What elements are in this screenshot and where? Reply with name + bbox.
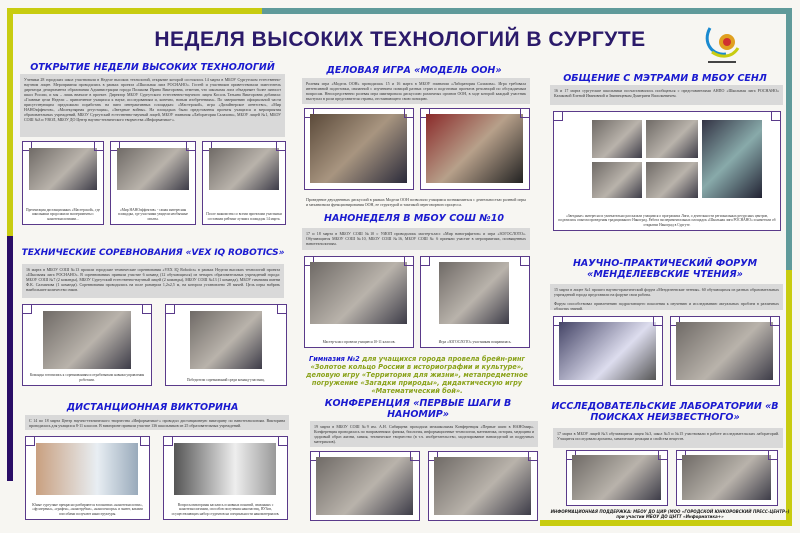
footer-info: ИНФОРМАЦИОННАЯ ПОДДЕРЖКА: МБОУ ДО ЦИР (МОО «ГОРОДСКОЙ ЮНКОРОВСКИЙ ПРЕСС-ЦЕНТР») при участии МБОУ ДО ЦНТТ «Информатика+» bbox=[550, 509, 790, 519]
text-nano: 17 и 18 марта в МБОУ СОШ №10 с УИОП проводились мастер-класс «Мир нанографитов» и игра «ЗОГОСЛОТО». Обучающиеся МБОУ СОШ №10, МБОУ СОШ №16, МБОУ СОШ № 6 приняли участие в мероприятиях, посвященных нанотехнологиям. bbox=[302, 228, 530, 250]
frame-top-yellow bbox=[7, 8, 262, 14]
frame-top-teal bbox=[262, 8, 792, 14]
heading-quiz: ДИСТАНЦИОННАЯ ВИКТОРИНА bbox=[66, 402, 239, 413]
photo-un-1 bbox=[304, 108, 414, 190]
text-forum-2: Форум способствовал привлечению подрастающего поколения к изучению и исследованию актуальных проблем в различных областях знаний. bbox=[550, 298, 783, 310]
photo-opening-2: «Мир НАНОэффектов» - самая интересная площадка, где участники увидели необычные опыты. bbox=[110, 141, 196, 225]
text-forum: 15 марта в лицее №1 прошел научно-практический форум «Менделеевские чтения». 60 обучающихся из разных образовательных учреждений города представили на форуме свои работы. bbox=[550, 284, 783, 298]
photo-masters-collage: «Звездные» интересно и увлекательно рассказали учащимся о программах Лиги, о деятельности региональных ресурсных центров, поделились опытом проведения традиционного Наноград. Работа экспериментальных площадок «Школьная лига РОСНАНО» и наметили об открытии Наноград в Сургуте. bbox=[553, 111, 781, 231]
photo-forum-2 bbox=[670, 316, 780, 386]
heading-conference: КОНФЕРЕНЦИЯ «ПЕРВЫЕ ШАГИ В НАНОМИР» bbox=[324, 398, 512, 420]
frame-left-indigo bbox=[7, 236, 13, 481]
text-conference: 19 марта в МБОУ СОШ №9 им. А.Н. Сибирцева проходила межшкольная Конференция «Первые шаги в НАНОмир». Конференция проводилась по направлениям: физика, биология, информационные технологии, математика, история, медицина и здоровый образ жизни, химия, техническое творчество (в т.ч. изобретательство, моделирование наноизделий из подручных материалов). bbox=[310, 421, 538, 447]
heading-vex: ТЕХНИЧЕСКИЕ СОРЕВНОВАНИЯ «VEX IQ ROBOTICS» bbox=[21, 248, 285, 258]
heading-masters: ОБЩЕНИЕ С МЭТРАМИ В МБОУ СЕНЛ bbox=[563, 73, 767, 84]
photo-nano-2: Игра «ЗОГОСЛОТО» участникам понравилась. bbox=[420, 256, 530, 348]
photo-un-2 bbox=[420, 108, 530, 190]
photo-labs-1 bbox=[566, 450, 668, 506]
school-league-logo-icon bbox=[702, 22, 742, 66]
text-un-2: Проведение двухдневных дискуссий в рамках Модели ООН позволило учащимся познакомиться с деятельностью ролевой игры и механизмом функционирования ООН, ее структурой и тактикой переговорного процесса. bbox=[306, 197, 526, 207]
photo-opening-3: После знакомства со всеми проектами участники составили рейтинг лучших площадок 14 марта. bbox=[202, 141, 286, 225]
text-un: Ролевая игра «Модель ООН» проводилась 15 и 16 марта в МБОУ гимназии «Лаборатория Салахова». Игра требовала интенсивной подготовки, связанной с изучением позиций разных стран и подготовки проектов резолюций по обсуждаемым вопросам. Непосредственно ролевая игра имитировала дискуссию различных органов ООН, в ходе которой каждый участник выступал в роли представителя страны, отстаивающего свою позицию. bbox=[302, 78, 530, 104]
frame-bottom-yellow bbox=[540, 520, 792, 526]
photo-quiz-2: Вопросы викторины касались основных понятий, связанных с нанотехнологиями, способов получения наночастиц, ВУЗов, осуществляющих набор студентов на специальности наноматериалов. bbox=[163, 436, 288, 520]
heading-labs: ИССЛЕДОВАТЕЛЬСКИЕ ЛАБОРАТОРИИ «В ПОИСКАХ НЕИЗВЕСТНОГО» bbox=[551, 401, 779, 423]
photo-forum-1 bbox=[553, 316, 663, 386]
heading-opening: ОТКРЫТИЕ НЕДЕЛИ ВЫСОКИХ ТЕХНОЛОГИЙ bbox=[30, 62, 275, 73]
photo-conference-1 bbox=[310, 451, 420, 521]
photo-quiz-1: Юные сургутяне прекрасно разбираются в понятиях «нанотехнологии», «фуллерены», «графен», «нанотрубки», «наносенсоры» и знают, какими способами получают наноструктуры. bbox=[25, 436, 150, 520]
heading-un: ДЕЛОВАЯ ИГРА «МОДЕЛЬ ООН» bbox=[326, 65, 502, 76]
photo-vex-1: Команды готовились к соревнованиям и отрабатывали навыки управления роботами. bbox=[22, 304, 152, 386]
heading-nano: НАНОНЕДЕЛЯ В МБОУ СОШ №10 bbox=[324, 213, 504, 224]
text-opening: Ученики 28 городских школ участвовали в Неделе высоких технологий, открытие которой состоялось 14 марта в МБОУ Сургутском естественно-научном лицее. Мероприятия проводились в рамках проекта «Школьная лига РОСНАНО». Гостей и участников приветствовали заместитель директора департамента образования Администрации города Полякова Ирина Викторовна, отметив, что школьная лига объединяет более пятисот школ России, и мы – лишь вначале в проекте. Директор МБОУ Сургутского естественно-научного лицея Косоль Татьяна Викторовна добавила: «Главные цели Недели – привлечение учащихся к науке, исследованиям и, конечно, новым изобретениям». По завершению официальной части присутствующим предложили поработать на пяти интерактивных площадках: «Мастерской», игра «Дизайнерское агентство», «Мир НАНОэффектов», «Молекулярная дегустация», «Звездные войны». На площадках были представлены проекты учащихся и мероприятия образовательных учреждений, МБОУ Сургутский естественно-научный лицей, МБОУ гимназия «Лаборатория Салахова», МБОУ лицей №1, МБОУ СОШ №3 и УВОЛ, МБОУ ДО Центр научно-технического творчества «Информатика+». bbox=[20, 74, 285, 137]
text-gymnasium: Гимназия №2 для учащихся города провела брейн-ринг «Золотое кольцо России в историографии и культуре», деловую игру «Территория для жизни», метапредметное погружение «Загадки природы», дидактическую игру «Математический бой». bbox=[306, 355, 528, 395]
page-title: НЕДЕЛЯ ВЫСОКИХ ТЕХНОЛОГИЙ В СУРГУТЕ bbox=[154, 28, 646, 51]
heading-forum: НАУЧНО-ПРАКТИЧЕСКИЙ ФОРУМ «МЕНДЕЛЕЕВСКИЕ ЧТЕНИЯ» bbox=[572, 258, 758, 280]
text-vex: 16 марта в МБОУ СОШ №13 прошли городские технические соревнования «VEX IQ Robotics» в рамках Недели высоких технологий проекта «Школьная лига РОСНАНО». В соревнованиях приняли участие 6 команд (12 обучающихся) из четырех образовательных учреждений города: МБОУ СОШ №7 (2 команды), МБОУ Сургутский естественно-научный лицей (2 команды), МБОУ СОШ №13 (1 команда), МБОУ гимназия имени Ф.К. Салманова (1 команда). Соревнования проводились на поле размером 1,2х2,5 м, на котором установлено 28 мячей. Цель игры набрать наибольшее количество очков. bbox=[22, 264, 284, 298]
photo-opening-1: Презентация дистанционных «Мастерской», где школьники продолжили эксперименты с нанотехнологиями... bbox=[22, 141, 104, 225]
photo-nano-1: Мастер-класс провели учащиеся 10-11 классов. bbox=[304, 256, 414, 348]
photo-conference-2 bbox=[428, 451, 538, 521]
text-labs: 17 марта в МБОУ лицей №3 обучающиеся лицея №3, школ №5 и №15 участвовали в работе исследовательских лабораторий. Учащиеся исследовали ароматы, химические реакции и свойства веществ. bbox=[553, 428, 783, 448]
text-masters: 16 и 17 марта сургутские школьники посчастливилось пообщаться с представителями АНПО «Школьная лига РОСНАНО» Казаковой Еленой Ивановной и Звягинцевым Дмитрием Васильевичем. bbox=[550, 85, 783, 105]
photo-labs-2 bbox=[676, 450, 778, 506]
text-quiz: С 14 по 18 марта Центр научно-технического творчества «Информатика+» проводил дистанционную викторину по нанотехнологиям. Викторина проводилась для учащихся 8-11 классов. В викторине приняли участие 136 школьников из 25 образовательных учреждений. bbox=[25, 415, 289, 430]
frame-right-yellow bbox=[786, 270, 792, 526]
photo-vex-2: Победители соревнований среди команд-участниц. bbox=[165, 304, 287, 386]
